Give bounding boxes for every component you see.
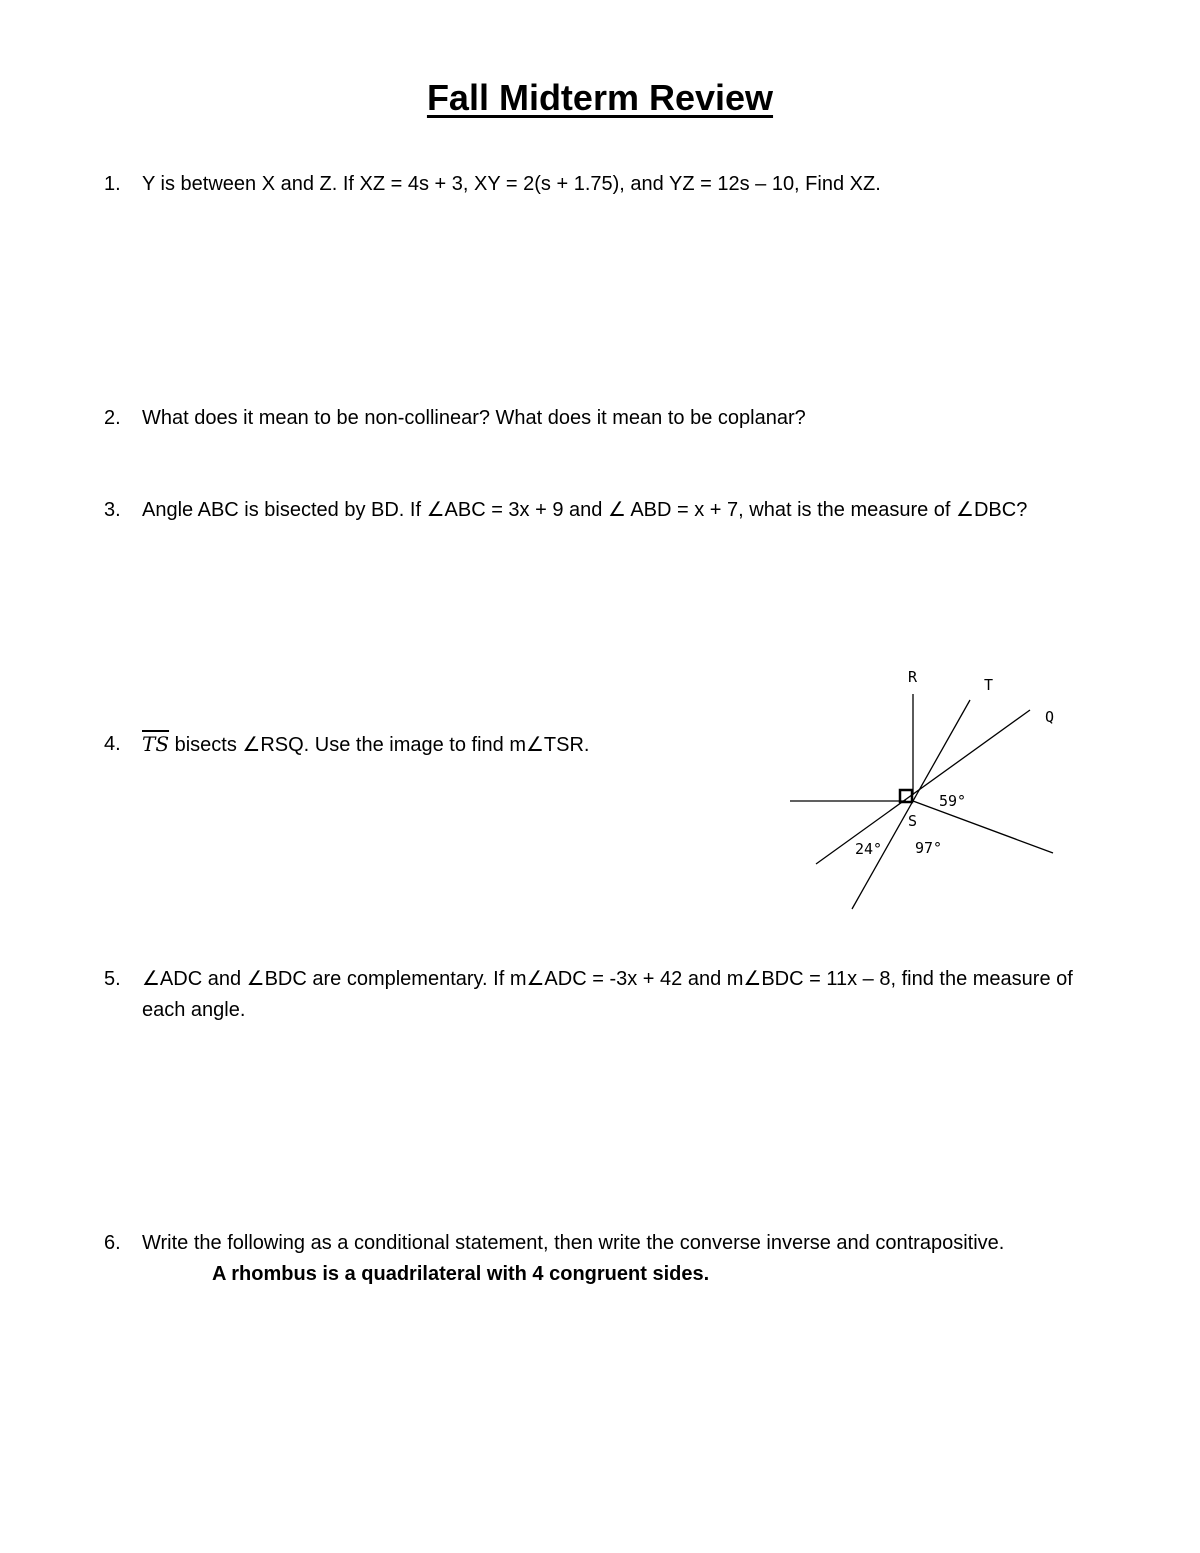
question-text: Angle ABC is bisected by BD. If ∠ABC = 3x + 9 and ∠ ABD = x + 7, what is the measure of ∠DBC? (142, 499, 1028, 521)
angle-label-24: 24° (855, 840, 883, 858)
question-number: 3. (104, 499, 121, 521)
question-text: Y is between X and Z. If XZ = 4s + 3, XY = 2(s + 1.75), and YZ = 12s – 10, Find XZ. (142, 173, 881, 195)
angle-label-59: 59° (939, 792, 967, 810)
angle-diagram (780, 660, 1070, 920)
question-number: 6. (104, 1232, 121, 1254)
question-number: 5. (104, 968, 121, 990)
question-text: bisects ∠RSQ. Use the image to find m∠TSR. (169, 734, 590, 756)
question-text: ∠ADC and ∠BDC are complementary. If m∠ADC = -3x + 42 and m∠BDC = 11x – 8, find the measure of (142, 968, 1073, 990)
page-title: Fall Midterm Review (426, 77, 774, 118)
question-text: Write the following as a conditional statement, then write the converse inverse and contrapositive. (142, 1232, 1005, 1254)
question-number: 4. (104, 733, 121, 755)
question-number: 2. (104, 407, 121, 429)
question-text: What does it mean to be non-collinear? What does it mean to be coplanar? (142, 407, 806, 429)
question-number: 1. (104, 173, 121, 195)
question-5-continuation: each angle. (142, 999, 246, 1021)
question-text-wrapper (142, 729, 590, 761)
label-q: Q (1045, 708, 1055, 726)
conditional-statement: A rhombus is a quadrilateral with 4 congruent sides. (212, 1263, 710, 1285)
label-t: T (984, 676, 994, 694)
label-s: S (908, 812, 918, 830)
ray-ts-label: $\overline{TS}$ (142, 732, 170, 756)
label-r: R (908, 668, 918, 686)
angle-label-97: 97° (915, 839, 943, 857)
